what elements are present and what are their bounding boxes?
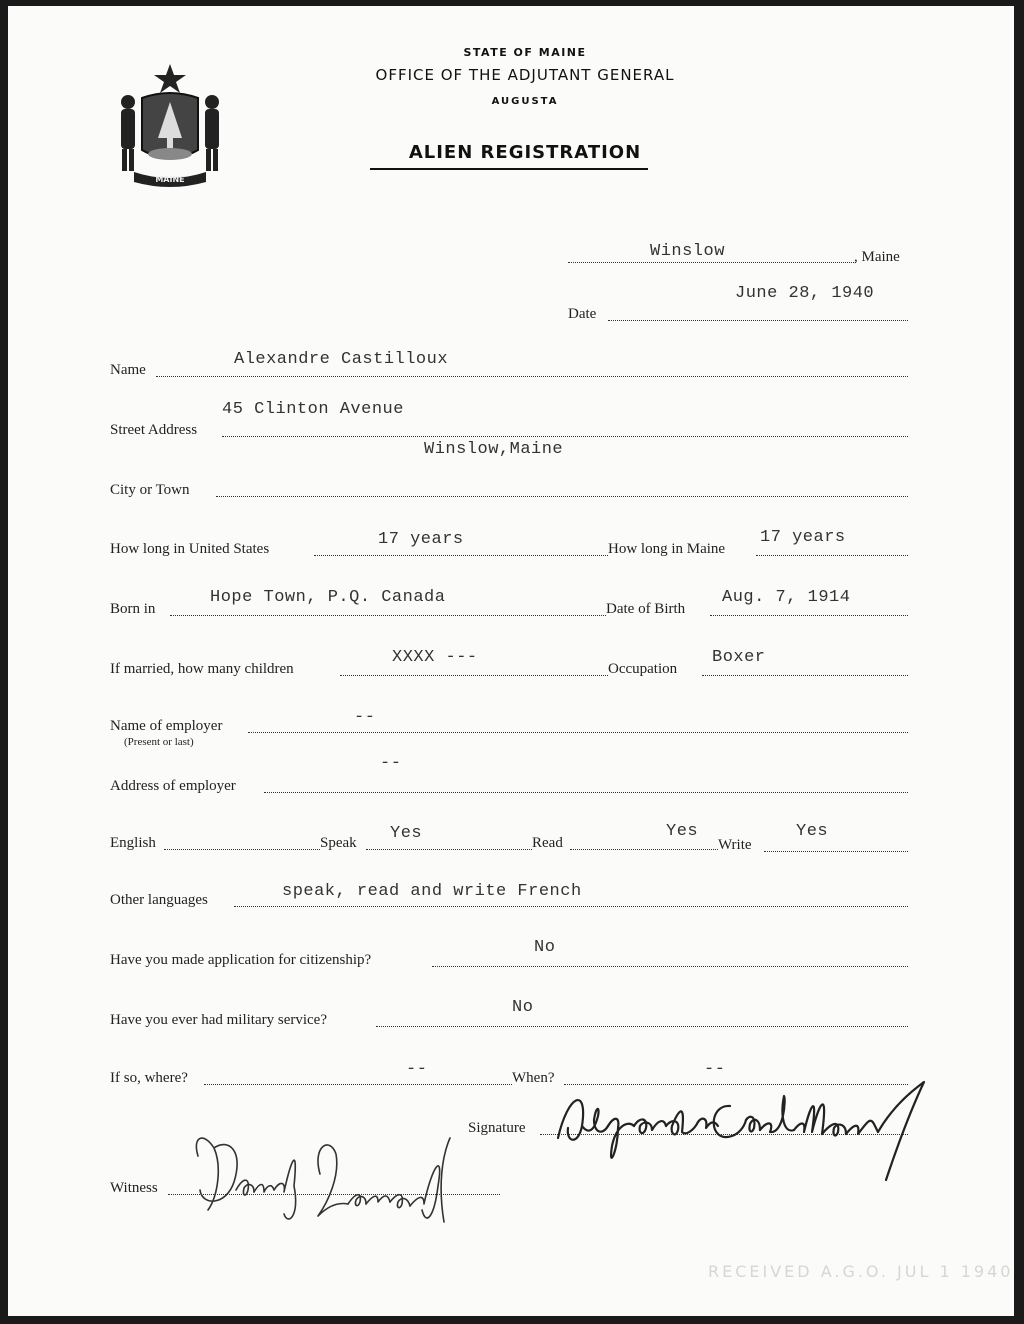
when-value: -- (704, 1060, 726, 1079)
registration-form (8, 6, 1014, 1316)
how-long-maine-value: 17 years (760, 528, 846, 547)
other-languages-line (234, 906, 908, 907)
name-label: Name (110, 362, 146, 378)
military-value: No (512, 998, 534, 1017)
where-label: If so, where? (110, 1070, 188, 1086)
born-in-label: Born in (110, 601, 156, 617)
read-label: Read (532, 835, 563, 851)
street-line (222, 436, 908, 437)
how-long-us-value: 17 years (378, 530, 464, 549)
received-stamp: RECEIVED A.G.O. JUL 1 1940 (708, 1262, 1014, 1281)
employer-name-line (248, 732, 908, 733)
born-in-value: Hope Town, P.Q. Canada (210, 588, 446, 607)
speak-value: Yes (390, 824, 423, 843)
dob-label: Date of Birth (606, 601, 686, 617)
employer-name-value: -- (354, 708, 376, 727)
witness-handwriting (188, 1126, 478, 1226)
speak-label: Speak (320, 835, 357, 851)
children-line (340, 675, 608, 676)
maine-label: , Maine (854, 249, 900, 265)
english-line (164, 849, 320, 850)
where-line (204, 1084, 512, 1085)
speak-line (366, 849, 532, 850)
when-label: When? (512, 1070, 555, 1086)
how-long-maine-label: How long in Maine (608, 541, 726, 557)
occupation-label: Occupation (608, 661, 678, 677)
how-long-us-label: How long in United States (110, 541, 270, 557)
city-label: City or Town (110, 482, 190, 498)
city-line (216, 496, 908, 497)
read-value: Yes (666, 822, 699, 841)
employer-address-line (264, 792, 908, 793)
witness-label: Witness (110, 1180, 158, 1196)
dob-value: Aug. 7, 1914 (722, 588, 851, 607)
date-label: Date (568, 306, 597, 322)
write-value: Yes (796, 822, 829, 841)
header-office: OFFICE OF THE ADJUTANT GENERAL (375, 66, 675, 84)
citizenship-line (432, 966, 908, 967)
name-value: Alexandre Castilloux (234, 350, 449, 369)
write-label: Write (718, 837, 752, 853)
how-long-maine-line (756, 555, 908, 556)
date-value: June 28, 1940 (735, 284, 875, 303)
street-value: 45 Clinton Avenue (222, 400, 404, 419)
occupation-line (702, 675, 908, 676)
citizenship-label: Have you made application for citizenship? (110, 952, 372, 968)
where-value: -- (406, 1060, 428, 1079)
header-state: STATE OF MAINE (463, 46, 587, 59)
town-value: Winslow (650, 242, 725, 261)
date-line (608, 320, 908, 321)
employer-address-label: Address of employer (110, 778, 236, 794)
how-long-us-line (314, 555, 608, 556)
write-line (764, 851, 908, 852)
military-line (376, 1026, 908, 1027)
employer-name-label: Name of employer (110, 718, 223, 734)
signature-label: Signature (468, 1120, 526, 1136)
title-underline (370, 168, 648, 170)
header-city: AUGUSTA (491, 96, 559, 107)
other-languages-value: speak, read and write French (282, 882, 582, 901)
children-label: If married, how many children (110, 661, 294, 677)
employer-address-value: -- (380, 754, 402, 773)
name-line (156, 376, 908, 377)
children-value: XXXX --- (392, 648, 478, 667)
employer-note: (Present or last) (124, 736, 194, 748)
signature-handwriting (548, 1076, 938, 1186)
dob-line (710, 615, 908, 616)
street-label: Street Address (110, 422, 198, 438)
other-languages-label: Other languages (110, 892, 208, 908)
born-in-line (170, 615, 606, 616)
form-title: ALIEN REGISTRATION (408, 142, 642, 163)
military-label: Have you ever had military service? (110, 1012, 327, 1028)
citizenship-value: No (534, 938, 556, 957)
town-line (568, 262, 856, 263)
read-line (570, 849, 718, 850)
english-label: English (110, 835, 156, 851)
city-value: Winslow,Maine (424, 440, 564, 459)
occupation-value: Boxer (712, 648, 766, 667)
seal-text: MAINE (155, 175, 185, 184)
